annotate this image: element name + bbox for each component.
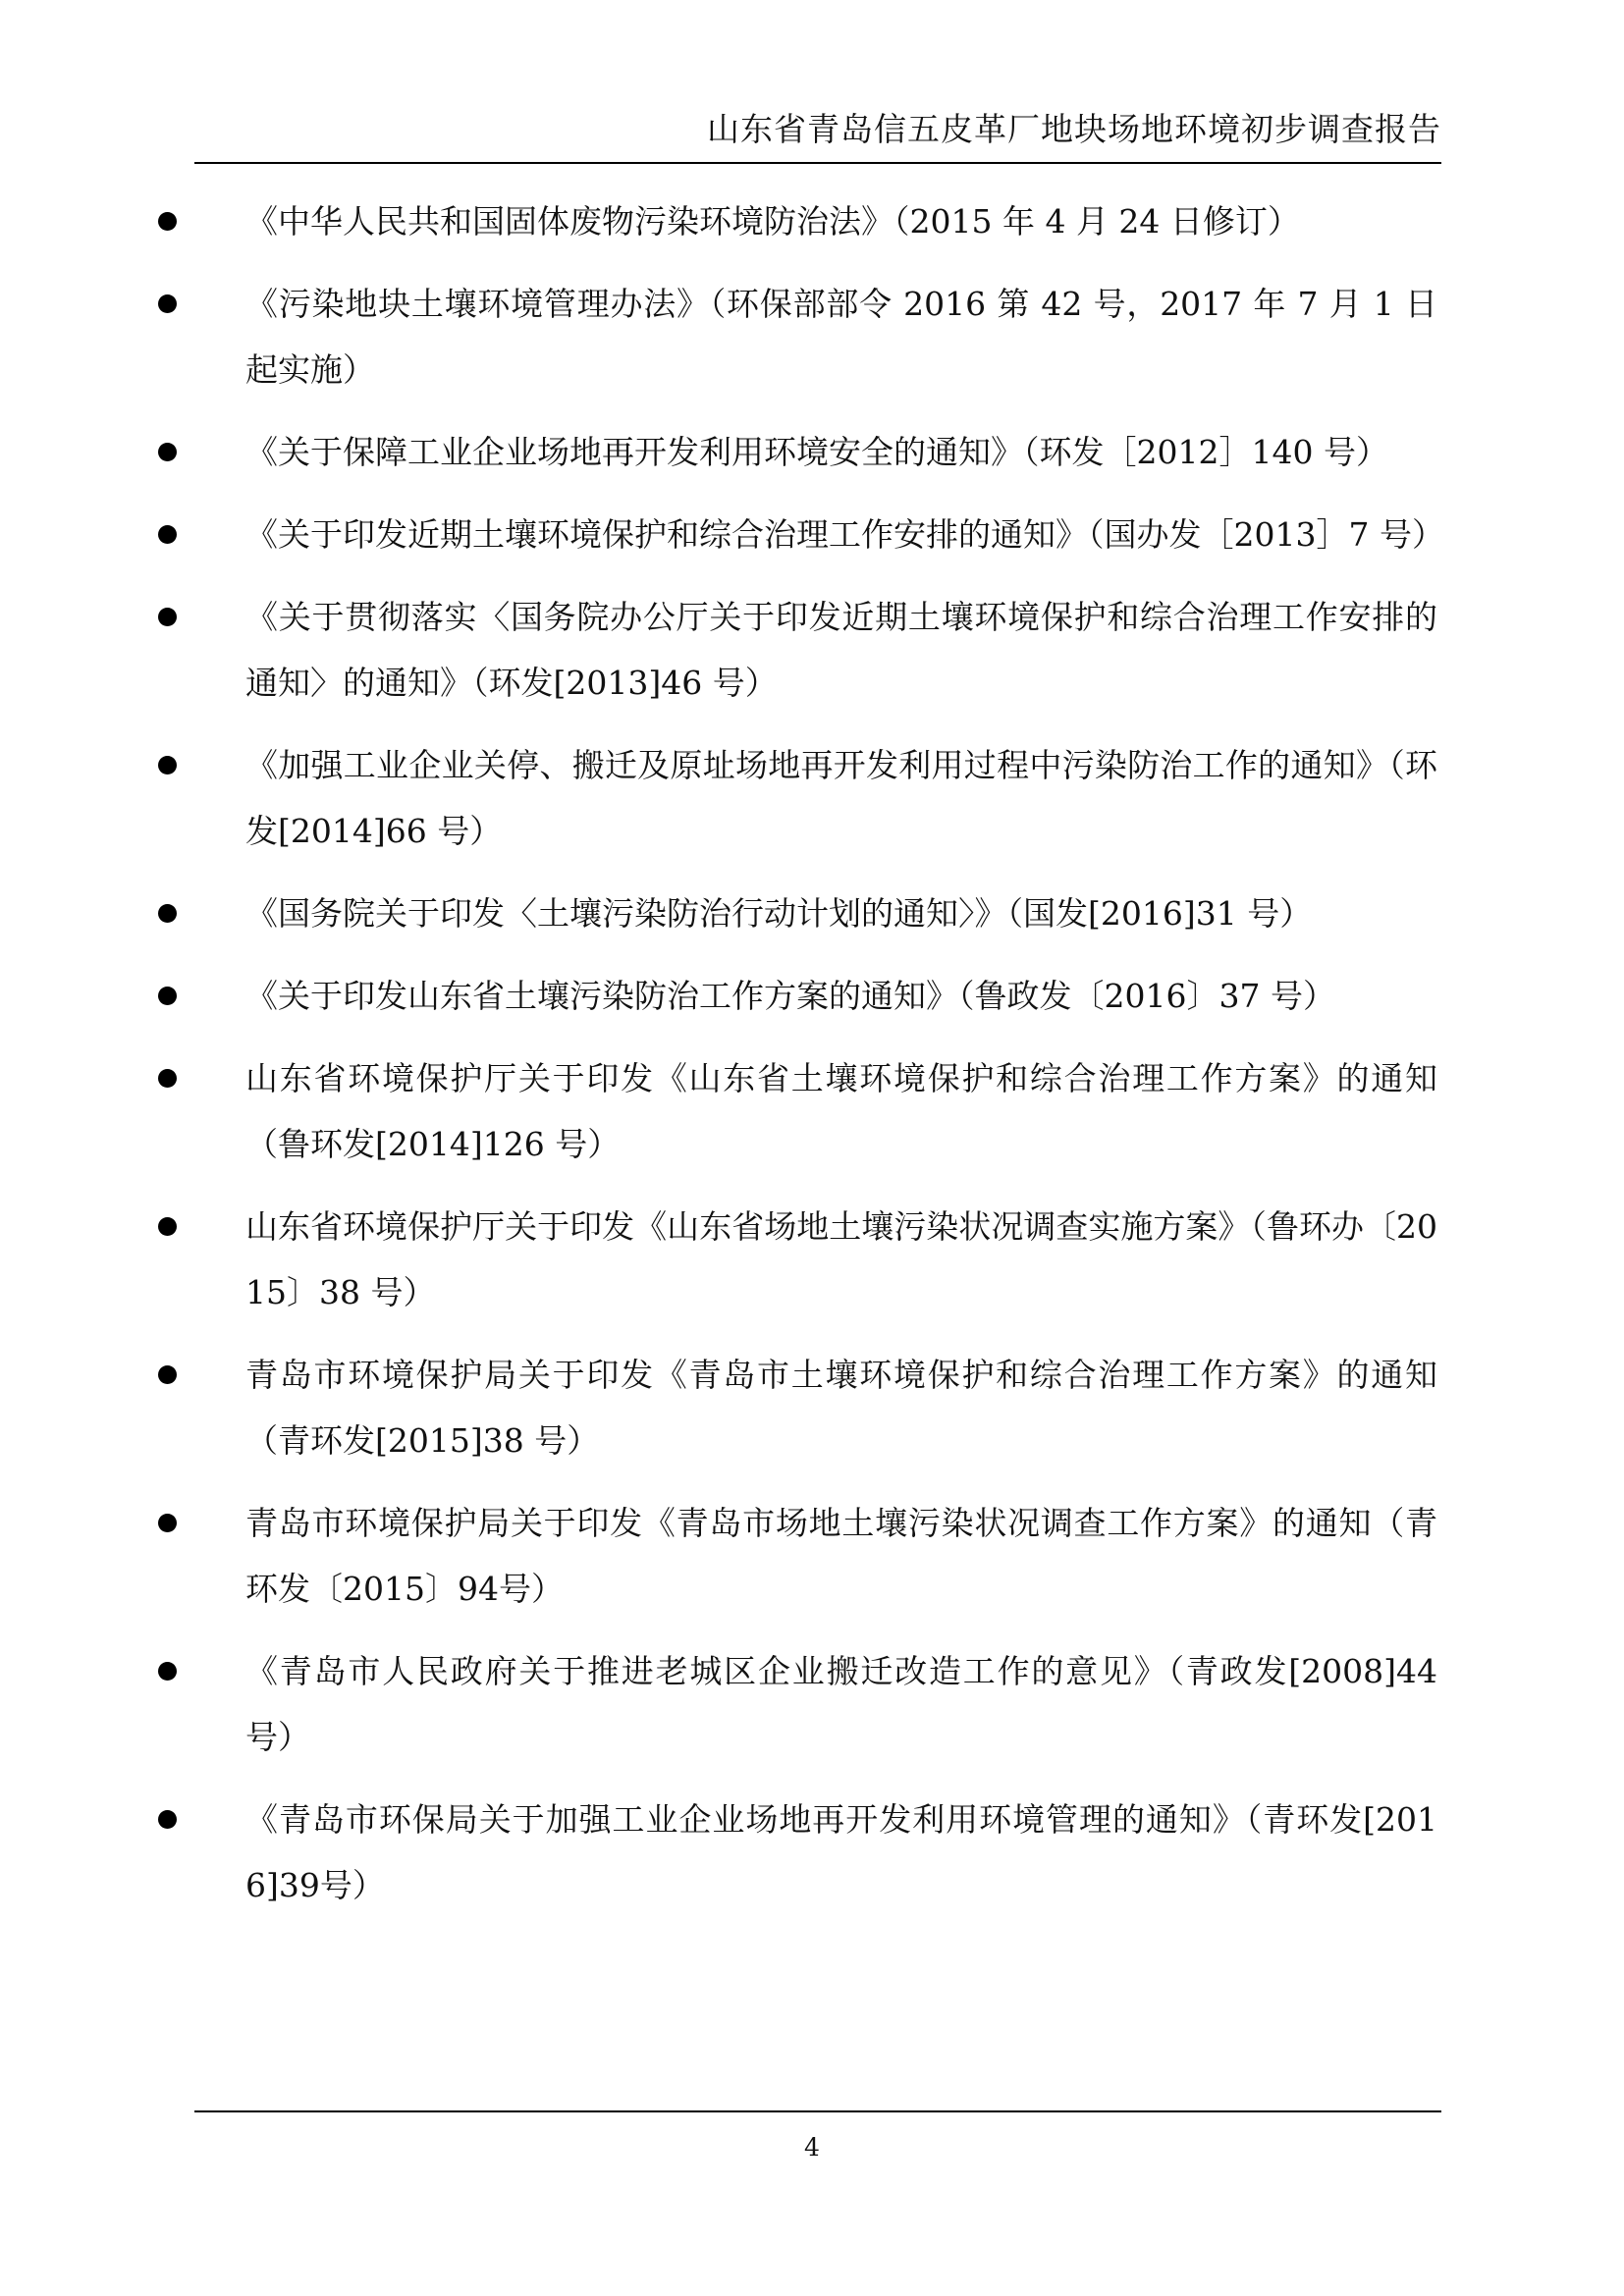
bullet-icon	[158, 294, 177, 313]
regulation-list	[245, 188, 1444, 1935]
list-item-text: 《加强工业企业关停、搬迁及原址场地再开发利用过程中污染防治工作的通知》（环发[2014]66 号）	[245, 746, 1437, 850]
page-number: 4	[804, 2133, 820, 2162]
list-item	[245, 1638, 1437, 1770]
list-item	[245, 419, 1437, 485]
list-item	[245, 1342, 1437, 1473]
list-item-text: 青岛市环境保护局关于印发《青岛市场地土壤污染状况调查工作方案》的通知（青环发〔2015〕94号）	[245, 1504, 1437, 1608]
list-item-text: 山东省环境保护厅关于印发《山东省土壤环境保护和综合治理工作方案》的通知（鲁环发[2014]126 号）	[245, 1059, 1437, 1163]
list-item-text: 《关于贯彻落实〈国务院办公厅关于印发近期土壤环境保护和综合治理工作安排的通知〉的通知》（环发[2013]46 号）	[245, 598, 1437, 702]
list-item	[245, 188, 1437, 254]
header-divider	[194, 162, 1441, 164]
bullet-icon	[158, 1514, 177, 1532]
bullet-icon	[158, 443, 177, 461]
bullet-icon	[158, 756, 177, 774]
list-item-text: 《关于印发山东省土壤污染防治工作方案的通知》（鲁政发〔2016〕37 号）	[245, 977, 1335, 1015]
list-item	[245, 1045, 1437, 1177]
page-header-title: 山东省青岛信五皮革厂地块场地环境初步调查报告	[707, 110, 1441, 148]
bullet-icon	[158, 904, 177, 923]
list-item-text: 《污染地块土壤环境管理办法》（环保部部令 2016 第 42 号，2017 年 7 月 1 日起实施）	[245, 285, 1437, 389]
list-item	[245, 732, 1437, 864]
bullet-icon	[158, 608, 177, 626]
bullet-icon	[158, 1069, 177, 1088]
bullet-icon	[158, 1365, 177, 1384]
bullet-icon	[158, 987, 177, 1005]
list-item-text: 《中华人民共和国固体废物污染环境防治法》（2015 年 4 月 24 日修订）	[245, 202, 1300, 240]
list-item	[245, 502, 1444, 567]
bullet-icon	[158, 1810, 177, 1829]
list-item-text: 青岛市环境保护局关于印发《青岛市土壤环境保护和综合治理工作方案》的通知（青环发[2015]38 号）	[245, 1356, 1437, 1460]
list-item	[245, 584, 1437, 716]
list-item-text: 《关于印发近期土壤环境保护和综合治理工作安排的通知》（国办发［2013］7 号）	[245, 515, 1444, 554]
list-item-text: 山东省环境保护厅关于印发《山东省场地土壤污染状况调查实施方案》（鲁环办〔2015〕38 号）	[245, 1207, 1437, 1311]
list-item-text: 《青岛市环保局关于加强工业企业场地再开发利用环境管理的通知》（青环发[2016]39号）	[245, 1800, 1437, 1904]
list-item-text: 《国务院关于印发〈土壤污染防治行动计划的通知〉》（国发[2016]31 号）	[245, 894, 1313, 933]
bullet-icon	[158, 525, 177, 544]
footer-divider	[194, 2110, 1441, 2112]
list-item-text: 《青岛市人民政府关于推进老城区企业搬迁改造工作的意见》（青政发[2008]44 号）	[245, 1652, 1437, 1756]
list-item	[245, 1490, 1437, 1622]
list-item	[245, 963, 1437, 1029]
list-item-text: 《关于保障工业企业场地再开发利用环境安全的通知》（环发［2012］140 号）	[245, 433, 1388, 471]
list-item	[245, 1194, 1437, 1325]
list-item	[245, 1787, 1437, 1918]
list-item	[245, 271, 1437, 402]
bullet-icon	[158, 1662, 177, 1681]
list-item	[245, 881, 1437, 946]
bullet-icon	[158, 1217, 177, 1236]
bullet-icon	[158, 212, 177, 231]
